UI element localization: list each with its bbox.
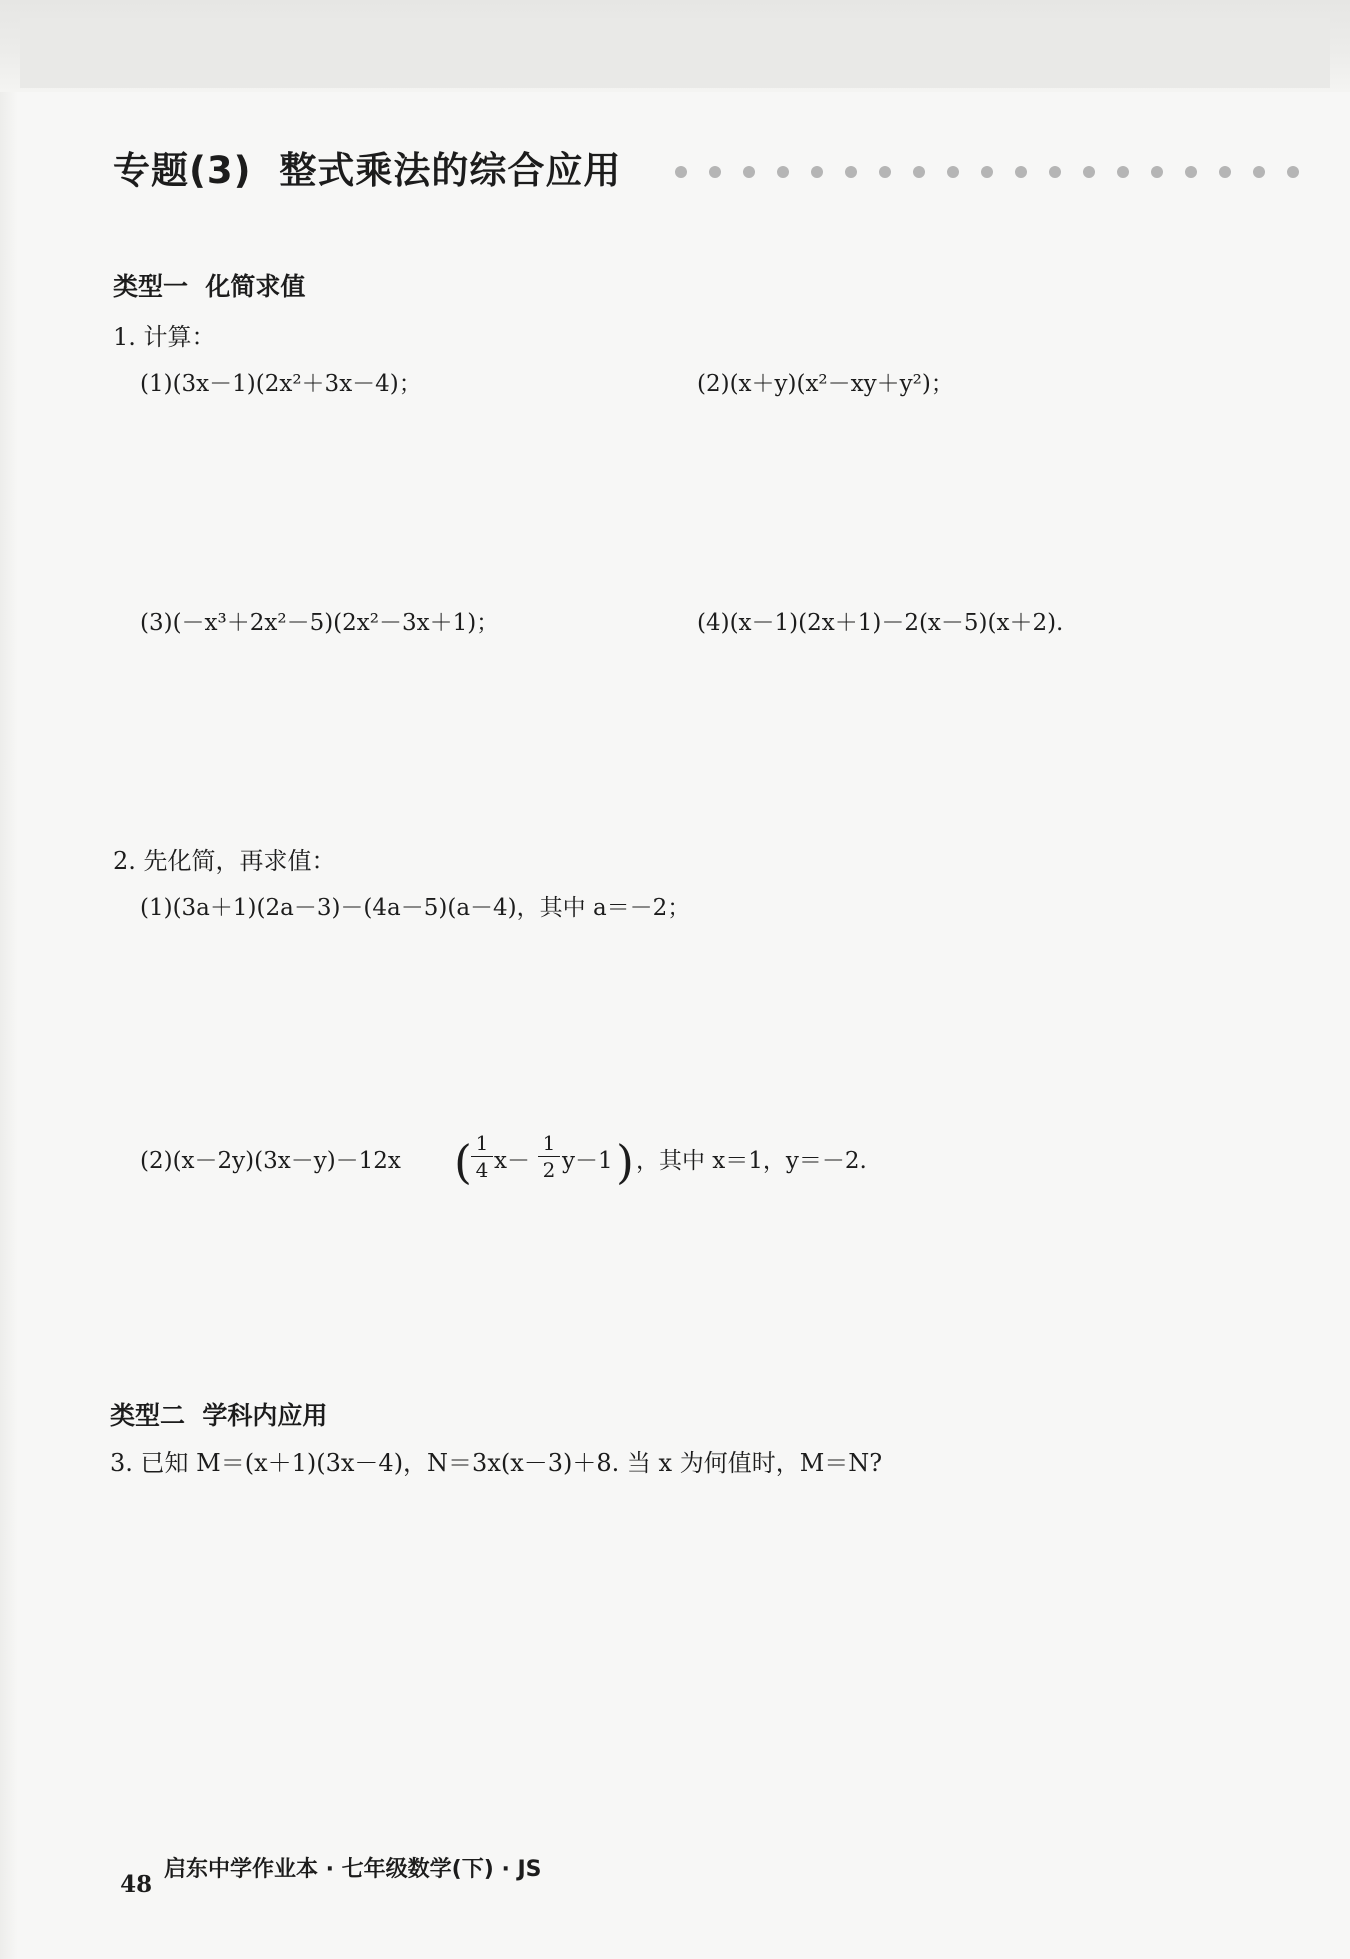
- page-footer: [110, 1852, 542, 1917]
- scan-strip-top: [20, 18, 1330, 88]
- question-1-part-1: (1)(3x－1)(2x²＋3x－4)；: [140, 371, 422, 397]
- question-1-part-3: (3)(－x³＋2x²－5)(2x²－3x＋1)；: [140, 610, 500, 636]
- question-1-part-2: (2)(x＋y)(x²－xy＋y²)；: [697, 371, 954, 397]
- q2p2-tail: y－1: [562, 1148, 613, 1174]
- question-2-part-1: (1)(3a＋1)(2a－3)－(4a－5)(a－4)，其中 a＝－2；: [140, 895, 691, 921]
- fraction-denominator: 2: [542, 1158, 556, 1182]
- scan-shadow-left: [0, 0, 18, 1959]
- page-number: 48: [120, 1871, 153, 1898]
- section-heading-type2: 类型二 学科内应用: [110, 1401, 328, 1430]
- question-2-stem: 2. 先化简，再求值：: [113, 847, 336, 875]
- q2p2-mid: x－: [494, 1148, 530, 1174]
- q2p2-suffix: ，其中 x＝1，y＝－2.: [636, 1148, 867, 1174]
- q2p2-paren-close: ): [616, 1135, 634, 1189]
- fraction-denominator: 4: [475, 1158, 489, 1182]
- fraction-numerator: 1: [542, 1131, 556, 1155]
- section-heading-type1: 类型一 化简求值: [113, 272, 306, 301]
- question-3-stem: 3. 已知 M＝(x＋1)(3x－4)，N＝3x(x－3)＋8. 当 x 为何值时，M＝N?: [110, 1449, 883, 1477]
- fraction-numerator: 1: [475, 1131, 489, 1155]
- fraction-one-quarter: [471, 1132, 493, 1181]
- q2p2-paren-open: (: [454, 1135, 472, 1189]
- q2p2-prefix: (2)(x－2y)(3x－y)－12x: [140, 1148, 401, 1174]
- page-title: 专题(3) 整式乘法的综合应用: [113, 149, 622, 192]
- question-1-stem: 1. 计算：: [113, 323, 216, 351]
- book-title: 启东中学作业本 · 七年级数学(下) · JS: [164, 1857, 542, 1882]
- fraction-one-half: [538, 1132, 560, 1181]
- question-1-part-4: (4)(x－1)(2x＋1)－2(x－5)(x＋2).: [697, 610, 1064, 636]
